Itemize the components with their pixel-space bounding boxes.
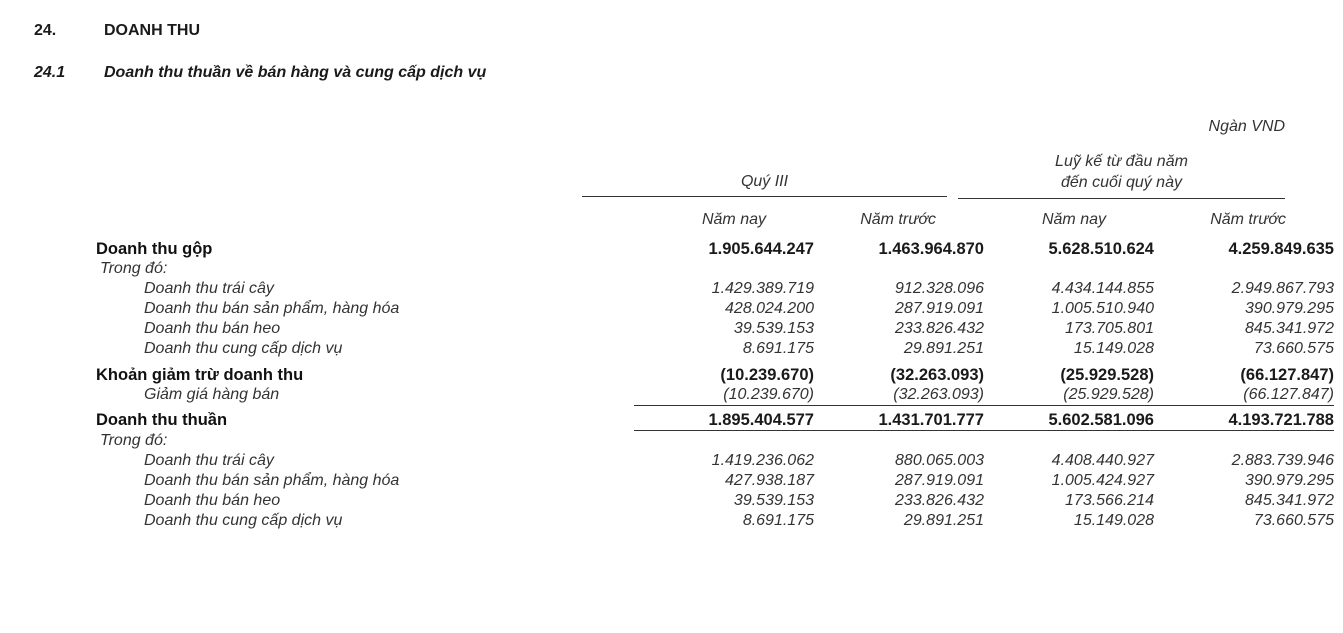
cell-value: 1.005.424.927 — [1051, 472, 1154, 489]
cell-value: 4.408.440.927 — [1051, 452, 1154, 469]
table-row — [96, 511, 1334, 531]
cell-value: 39.539.153 — [733, 320, 814, 337]
column-header-ytd-last-year: Năm trước — [1210, 211, 1286, 228]
table-row-gross-revenue — [96, 239, 1334, 259]
row-label: Doanh thu bán heo — [144, 320, 281, 337]
cell-value: 39.539.153 — [733, 492, 814, 509]
table-row-of-which — [96, 431, 1334, 452]
cell-value: 1.429.389.719 — [711, 280, 814, 297]
cell-value: 15.149.028 — [1073, 340, 1154, 357]
cell-value: 287.919.091 — [895, 472, 984, 489]
section-title: DOANH THU — [104, 22, 200, 39]
row-label: Trong đó: — [100, 431, 168, 449]
table-row — [96, 339, 1334, 359]
cell-value: 8.691.175 — [742, 340, 814, 357]
cell-value: 5.628.510.624 — [1048, 240, 1154, 258]
row-label: Doanh thu bán sản phẩm, hàng hóa — [144, 472, 400, 489]
table-row — [96, 299, 1334, 319]
cell-value: 845.341.972 — [1245, 320, 1334, 337]
row-label: Doanh thu gộp — [96, 240, 213, 258]
table-row — [96, 471, 1334, 491]
cell-value: 73.660.575 — [1253, 340, 1334, 357]
cell-value: 287.919.091 — [895, 300, 984, 317]
row-label: Doanh thu bán heo — [144, 492, 281, 509]
group-header-ytd-line1: Luỹ kế từ đầu năm — [1055, 153, 1188, 170]
cell-value: (10.239.670) — [720, 366, 814, 384]
revenue-table — [96, 239, 1334, 531]
cell-value: 233.826.432 — [895, 492, 984, 509]
subsection-title: Doanh thu thuần về bán hàng và cung cấp dịch vụ — [104, 64, 487, 81]
cell-value: (32.263.093) — [893, 386, 984, 403]
cell-value: 390.979.295 — [1245, 300, 1334, 317]
cell-value: 4.259.849.635 — [1228, 240, 1334, 258]
cell-value: 29.891.251 — [903, 512, 984, 529]
group-underline-quarter — [582, 196, 947, 197]
row-label: Doanh thu thuần — [96, 411, 228, 430]
cell-value: 173.566.214 — [1065, 492, 1154, 509]
cell-value: 1.419.236.062 — [711, 452, 814, 469]
cell-value: 233.826.432 — [895, 320, 984, 337]
row-label: Giảm giá hàng bán — [144, 386, 280, 404]
unit-label: Ngàn VND — [1208, 118, 1285, 135]
column-header-ytd-this-year: Năm nay — [1041, 211, 1106, 228]
cell-value: 4.193.721.788 — [1228, 411, 1334, 429]
row-label: Trong đó: — [100, 260, 168, 277]
cell-value: (10.239.670) — [723, 386, 814, 403]
table-row — [96, 491, 1334, 511]
cell-value: (32.263.093) — [890, 366, 984, 384]
cell-value: 390.979.295 — [1245, 472, 1334, 489]
group-underline-ytd — [958, 198, 1285, 199]
cell-value: 845.341.972 — [1245, 492, 1334, 509]
table-row-revenue-deductions — [96, 365, 1334, 385]
row-label: Doanh thu bán sản phẩm, hàng hóa — [144, 300, 400, 317]
table-row — [96, 385, 1334, 406]
column-header-quarter-this-year: Năm nay — [701, 211, 766, 228]
subsection-number: 24.1 — [34, 64, 66, 81]
cell-value: 1.895.404.577 — [708, 411, 814, 429]
cell-value: 1.431.701.777 — [878, 411, 984, 429]
cell-value: 4.434.144.855 — [1051, 280, 1154, 297]
row-label: Khoản giảm trừ doanh thu — [96, 366, 304, 384]
table-row — [96, 279, 1334, 299]
cell-value: 1.463.964.870 — [878, 240, 984, 258]
column-header-quarter-last-year: Năm trước — [860, 211, 936, 228]
cell-value: 1.005.510.940 — [1051, 300, 1154, 317]
section-number: 24. — [34, 22, 57, 39]
table-row — [96, 319, 1334, 339]
cell-value: 880.065.003 — [895, 452, 984, 469]
table-row — [96, 451, 1334, 471]
row-label: Doanh thu trái cây — [144, 280, 274, 297]
cell-value: 5.602.581.096 — [1048, 411, 1154, 429]
group-header-ytd-line2: đến cuối quý này — [1061, 174, 1182, 191]
row-label: Doanh thu cung cấp dịch vụ — [144, 340, 343, 357]
cell-value: (66.127.847) — [1243, 386, 1334, 403]
cell-value: 427.938.187 — [725, 472, 814, 489]
table-row-net-revenue — [96, 410, 1334, 431]
row-label: Doanh thu cung cấp dịch vụ — [144, 512, 343, 529]
cell-value: 2.949.867.793 — [1231, 280, 1334, 297]
cell-value: (66.127.847) — [1240, 366, 1334, 384]
cell-value: 73.660.575 — [1253, 512, 1334, 529]
cell-value: (25.929.528) — [1063, 386, 1154, 403]
cell-value: 15.149.028 — [1073, 512, 1154, 529]
cell-value: 173.705.801 — [1065, 320, 1154, 337]
group-header-ytd — [958, 151, 1285, 193]
cell-value: 912.328.096 — [895, 280, 984, 297]
cell-value: 8.691.175 — [742, 512, 814, 529]
group-header-quarter: Quý III — [740, 173, 789, 190]
cell-value: 29.891.251 — [903, 340, 984, 357]
table-row-of-which — [96, 259, 1334, 279]
cell-value: 1.905.644.247 — [708, 240, 814, 258]
cell-value: (25.929.528) — [1060, 366, 1154, 384]
cell-value: 428.024.200 — [725, 300, 814, 317]
cell-value: 2.883.739.946 — [1231, 452, 1334, 469]
row-label: Doanh thu trái cây — [144, 452, 274, 469]
